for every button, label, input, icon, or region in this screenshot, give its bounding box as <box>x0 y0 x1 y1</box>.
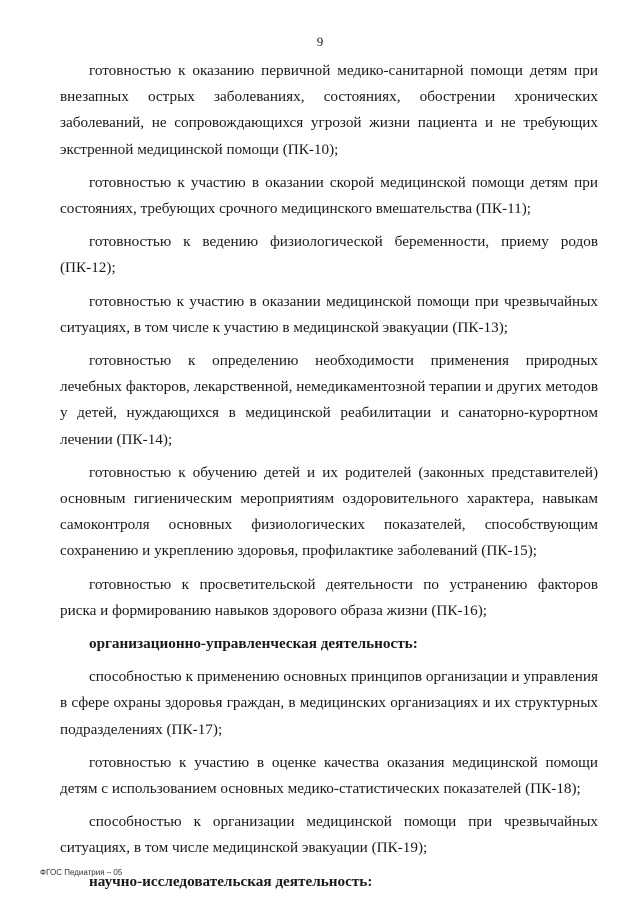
paragraph-pk-12: готовностью к ведению физиологической беременности, приему родов (ПК-12); <box>60 233 598 277</box>
document-body <box>60 58 598 902</box>
page-number: 9 <box>316 34 324 49</box>
paragraph-pk-17: способностью к применению основных принципов организации и управления в сфере охраны здоровья граждан, в медицинских организациях и их структурных подразделениях (ПК-17); <box>60 668 598 738</box>
paragraph-pk-18: готовностью к участию в оценке качества оказания медицинской помощи детям с использованием основных медико-статистических показателей (ПК-18); <box>60 753 598 798</box>
section-heading-research: научно-исследовательская деятельность: <box>89 872 373 890</box>
paragraph-pk-13: готовностью к участию в оказании медицинской помощи при чрезвычайных ситуациях, в том числе к участию в медицинской эвакуации (ПК-13); <box>60 292 598 336</box>
paragraph-pk-19: способностью к организации медицинской помощи при чрезвычайных ситуациях, в том числе медицинской эвакуации (ПК-19); <box>60 813 598 857</box>
section-heading-organizational: организационно-управленческая деятельность: <box>89 635 418 653</box>
paragraph-pk-14: готовностью к определению необходимости применения природных лечебных факторов, лекарственной, немедикаментозной терапии и других методов у детей, нуждающихся в медицинской реабилитации и санаторно-курортном лечении (ПК-14); <box>60 352 598 448</box>
paragraph-pk-16: готовностью к просветительской деятельности по устранению факторов риска и формированию навыков здорового образа жизни (ПК-16); <box>60 575 598 619</box>
paragraph-pk-15: готовностью к обучению детей и их родителей (законных представителей) основным гигиеническим мероприятиям оздоровительного характера, навыкам самоконтроля основных физиологических показателей, способствующим сохранению и укреплению здоровья, профилактике заболеваний (ПК-15); <box>60 463 598 560</box>
page-footer: ФГОС Педиатрия – 05 <box>40 868 123 877</box>
paragraph-pk-11: готовностью к участию в оказании скорой медицинской помощи детям при состояниях, требующих срочного медицинского вмешательства (ПК-11); <box>60 173 598 218</box>
paragraph-pk-10: готовностью к оказанию первичной медико-санитарной помощи детям при внезапных острых заболеваниях, состояниях, обострении хронических заболеваний, не сопровождающихся угрозой жизни пациента и не требующих экстренной медицинской помощи (ПК-10); <box>60 62 598 158</box>
